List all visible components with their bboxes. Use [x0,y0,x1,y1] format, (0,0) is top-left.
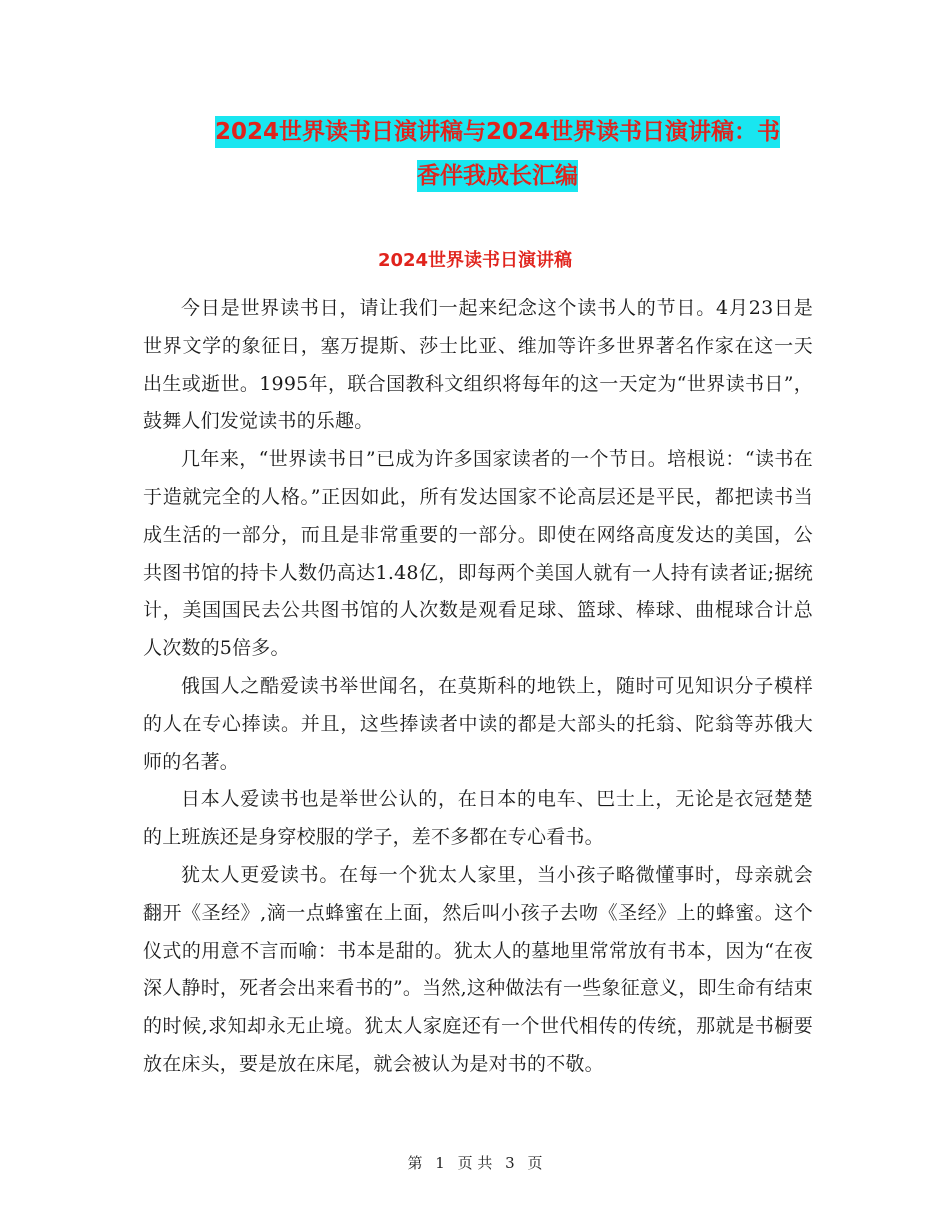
paragraph: 犹太人更爱读书。在每一个犹太人家里，当小孩子略微懂事时，母亲就会翻开《圣经》,滴一点蜂蜜在上面，然后叫小孩子去吻《圣经》上的蜂蜜。这个仪式的用意不言而喻：书本是甜的。犹太人的墓地里常常放有书本，因为“在夜深人静时，死者会出来看书的”。当然,这种做法有一些象征意义，即生命有结束的时候,求知却永无止境。犹太人家庭还有一个世代相传的传统，那就是书橱要放在床头，要是放在床尾，就会被认为是对书的不敬。 [143,863,813,1075]
paragraph: 今日是世界读书日，请让我们一起来纪念这个读书人的节日。4月23日是世界文学的象征日，塞万提斯、莎士比亚、维加等许多世界著名作家在这一天出生或逝世。1995年，联合国教科文组织将每年的这一天定为“世界读书日”，鼓舞人们发觉读书的乐趣。 [143,297,813,433]
footer-current-page: 1 [435,1154,445,1172]
paragraph: 几年来，“世界读书日”已成为许多国家读者的一个节日。培根说：“读书在于造就完全的人格。”正因如此，所有发达国家不论高层还是平民，都把读书当成生活的一部分，而且是非常重要的一部分。即使在网络高度发达的美国，公共图书馆的持卡人数仍高达1.48亿，即每两个美国人就有一人持有读者证;据统计，美国国民去公共图书馆的人次数是观看足球、篮球、棒球、曲棍球合计总人次数的5倍多。 [143,448,813,660]
document-body [143,290,813,1084]
paragraph: 日本人爱读书也是举世公认的，在日本的电车、巴士上，无论是衣冠楚楚的上班族还是身穿校服的学子，差不多都在专心看书。 [143,788,813,849]
document-title [140,110,855,198]
footer-suffix: 页 [527,1154,543,1172]
footer-prefix: 第 [407,1154,423,1172]
paragraph: 俄国人之酷爱读书举世闻名，在莫斯科的地铁上，随时可见知识分子模样的人在专心捧读。并且，这些捧读者中读的都是大部头的托翁、陀翁等苏俄大师的名著。 [143,674,813,773]
section-title: 2024世界读书日演讲稿 [377,250,573,271]
footer-total-pages: 3 [505,1154,515,1172]
footer-middle: 页 共 [457,1154,493,1172]
document-title-line-2: 香伴我成长汇编 [417,160,578,192]
page-footer [0,1153,950,1173]
document-title-line-1: 2024世界读书日演讲稿与2024世界读书日演讲稿：书 [215,116,780,148]
